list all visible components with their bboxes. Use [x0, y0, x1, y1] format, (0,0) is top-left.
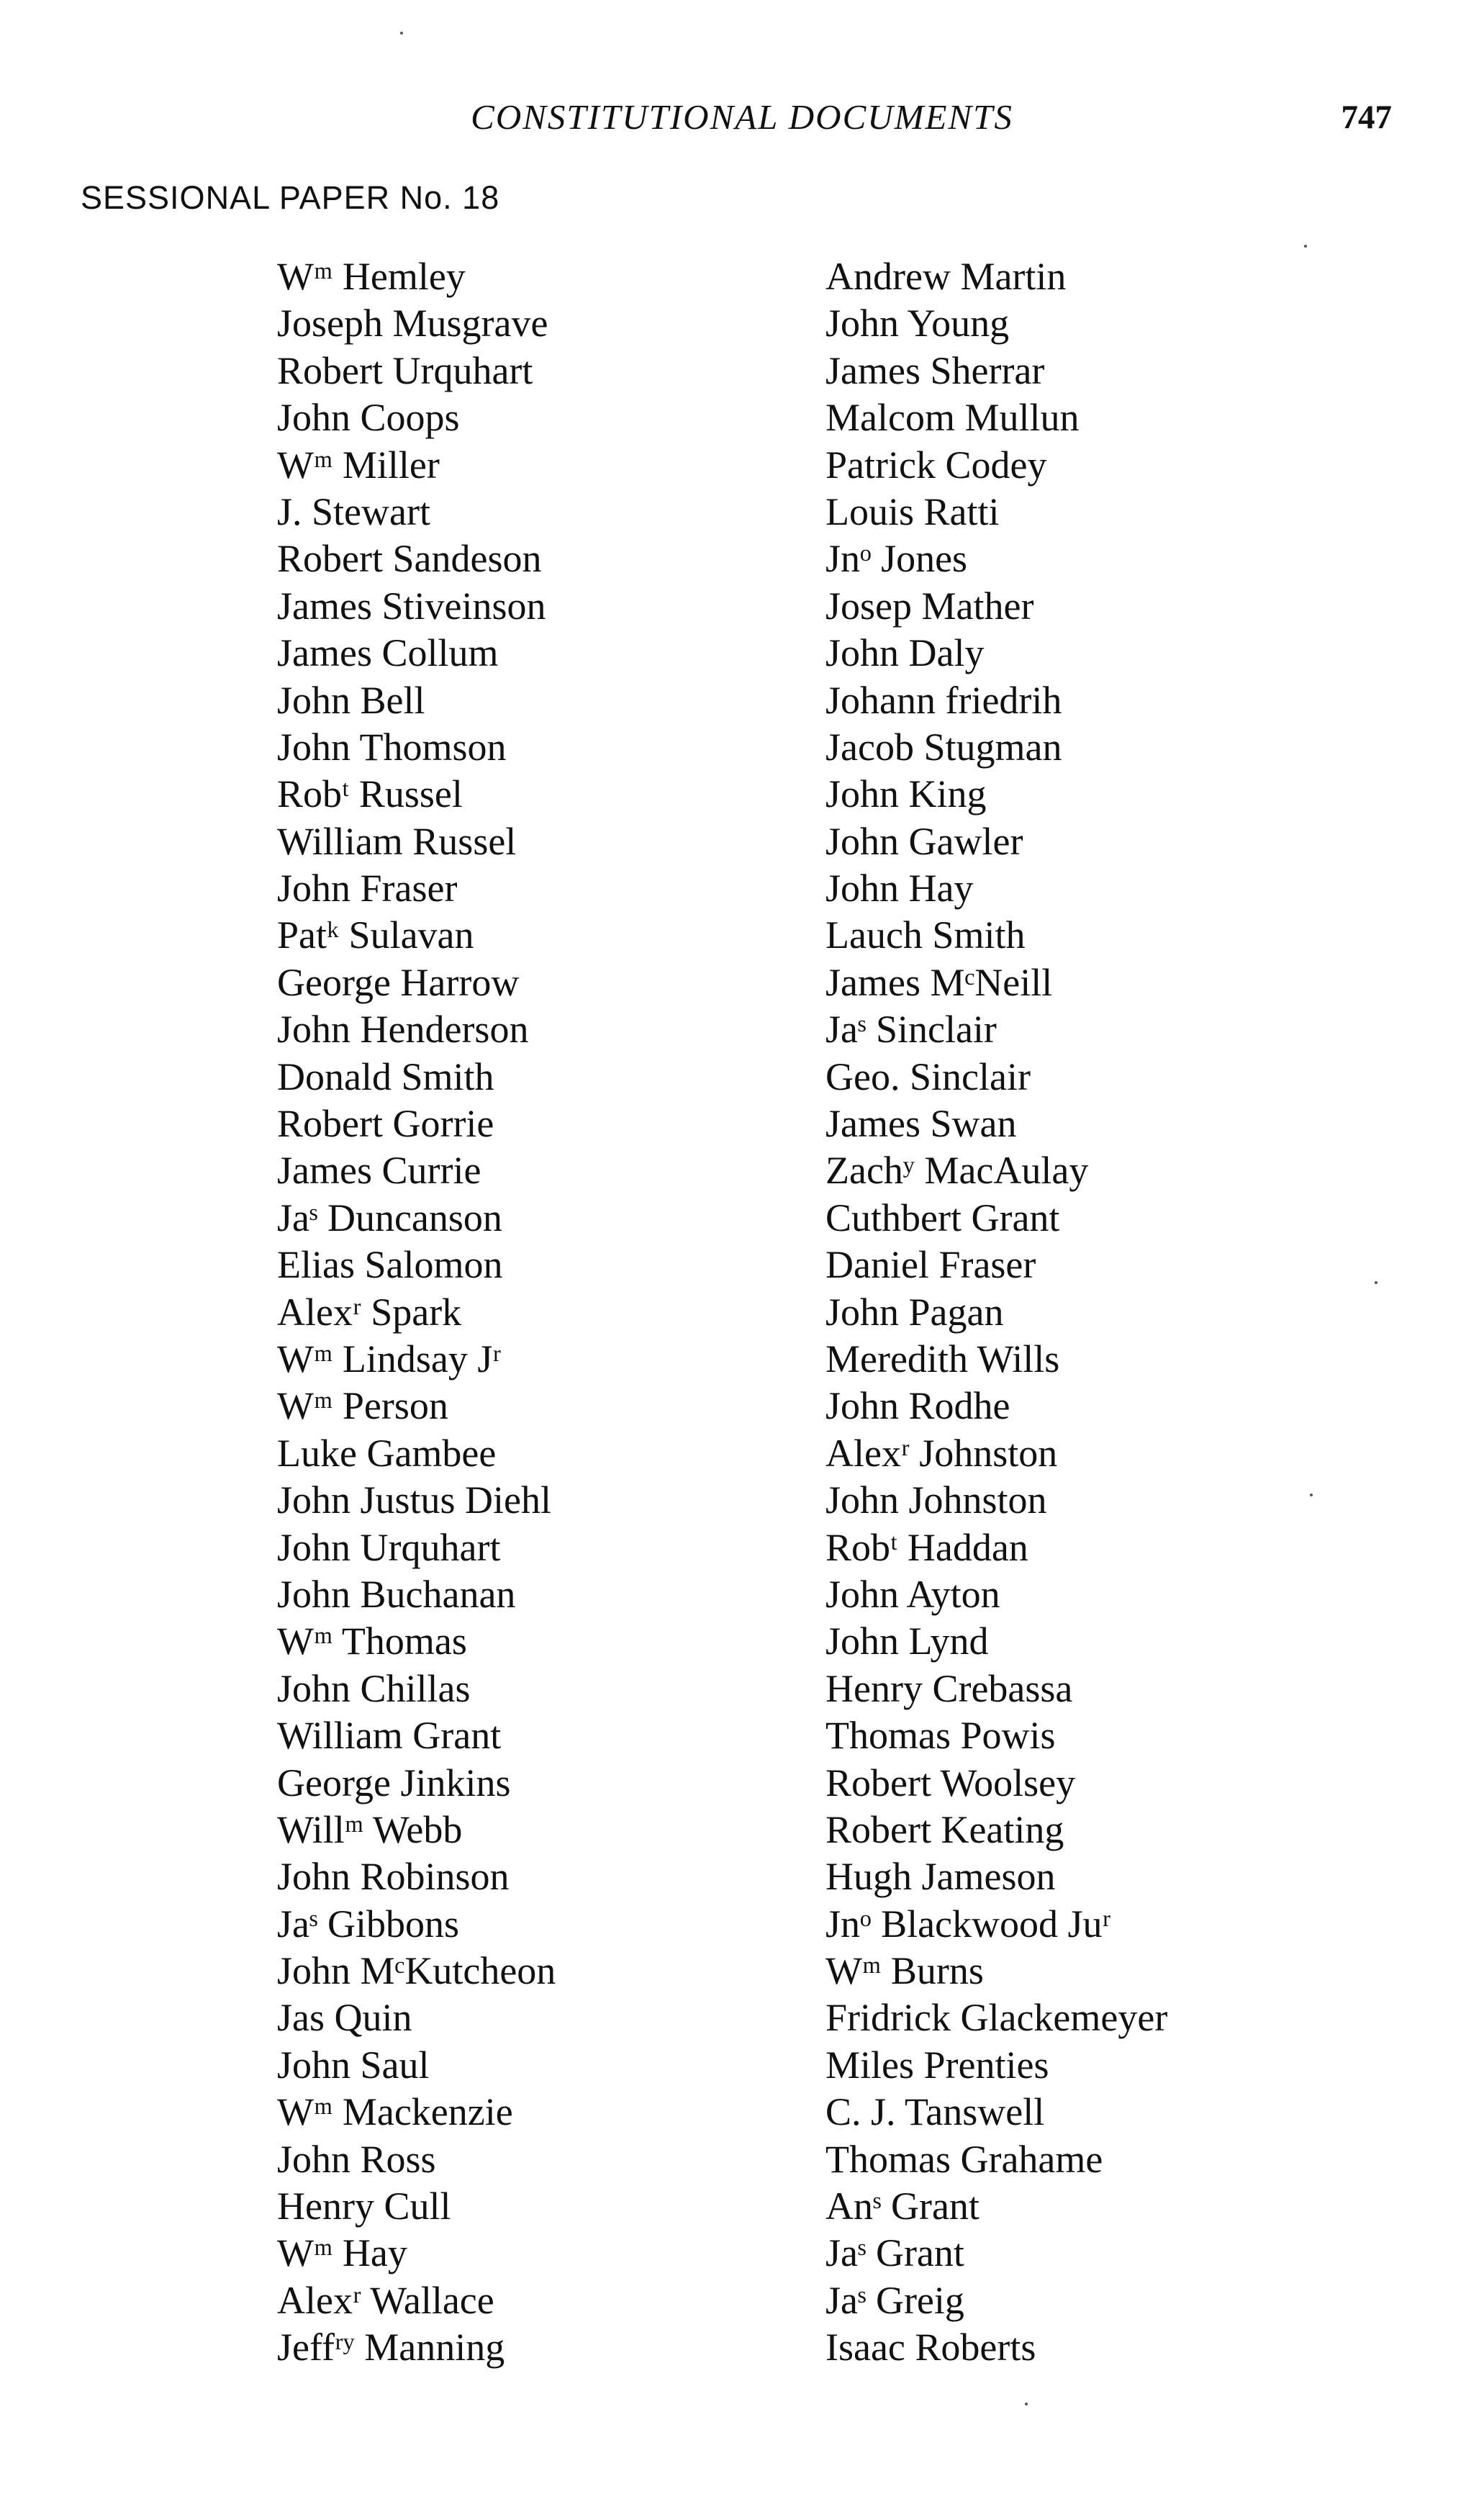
name-entry: J. Stewart [277, 489, 430, 533]
name-entry: Thomas Powis [825, 1714, 1056, 1758]
name-entry: Wᵐ Miller [277, 443, 440, 487]
name-entry: William Russel [277, 819, 517, 863]
name-entry: George Harrow [277, 960, 520, 1004]
name-entry: Cuthbert Grant [825, 1196, 1060, 1239]
name-entry: John Justus Diehl [277, 1478, 552, 1522]
name-entry: John Fraser [277, 867, 458, 911]
name-entry: Anˢ Grant [825, 2184, 979, 2228]
name-entry: Henry Crebassa [825, 1666, 1073, 1710]
name-entry: John Ross [277, 2137, 436, 2181]
name-entry: Wᵐ Burns [825, 1949, 984, 1993]
name-entry: Alexʳ Johnston [825, 1431, 1058, 1475]
name-entry: John Urquhart [277, 1525, 501, 1569]
name-entry: Jacob Stugman [825, 725, 1062, 769]
name-entry: John Coops [277, 396, 460, 440]
name-entry: Wᵐ Mackenzie [277, 2090, 513, 2134]
name-entry: Jaˢ Grant [825, 2231, 964, 2275]
name-entry: Alexʳ Spark [277, 1290, 462, 1334]
name-entry: Robᵗ Russel [277, 772, 463, 816]
scan-speck [1025, 2403, 1028, 2405]
name-entry: John Hay [825, 867, 974, 911]
name-entry: Josep Mather [825, 584, 1034, 628]
name-entry: Malcom Mullun [825, 396, 1080, 440]
name-entry: Wᵐ Person [277, 1384, 448, 1428]
name-entry: Zachʸ MacAulay [825, 1149, 1089, 1193]
name-entry: John Pagan [825, 1290, 1004, 1334]
name-entry: Jnᵒ Blackwood Juʳ [825, 1902, 1111, 1946]
names-column-left [277, 253, 556, 2372]
scan-speck [400, 32, 403, 35]
name-entry: Donald Smith [277, 1054, 494, 1098]
name-entry: John Ayton [825, 1572, 1000, 1616]
running-header-title: CONSTITUTIONAL DOCUMENTS [471, 97, 1013, 137]
name-entry: Wᵐ Thomas [277, 1619, 467, 1663]
name-entry: Wᵐ Hay [277, 2231, 407, 2275]
name-entry: John Robinson [277, 1855, 510, 1899]
name-entry: John King [825, 772, 987, 816]
name-entry: Thomas Grahame [825, 2137, 1103, 2181]
name-entry: John Saul [277, 2043, 430, 2087]
name-entry: Patᵏ Sulavan [277, 913, 474, 957]
name-entry: Wᵐ Lindsay Jʳ [277, 1337, 502, 1381]
name-entry: Isaac Roberts [825, 2326, 1036, 2369]
name-entry: Robᵗ Haddan [825, 1525, 1028, 1569]
scan-speck [1310, 1494, 1313, 1496]
name-entry: Jaˢ Greig [825, 2278, 964, 2322]
name-entry: Jeffʳʸ Manning [277, 2326, 505, 2369]
scan-speck [1304, 245, 1307, 248]
name-entry: John Henderson [277, 1008, 529, 1052]
name-entry: James Swan [825, 1102, 1017, 1146]
name-entry: James Collum [277, 631, 499, 675]
name-entry: Willᵐ Webb [277, 1807, 463, 1851]
scan-speck [1375, 1281, 1377, 1284]
name-entry: John Chillas [277, 1666, 471, 1710]
name-entry: Fridrick Glackemeyer [825, 1996, 1168, 2040]
name-entry: Jas Quin [277, 1996, 412, 2040]
name-entry: Johann friedrih [825, 678, 1062, 722]
name-entry: James Stiveinson [277, 584, 546, 628]
name-entry: Jaˢ Sinclair [825, 1008, 997, 1052]
name-entry: Robert Urquhart [277, 348, 533, 392]
name-entry: Lauch Smith [825, 913, 1026, 957]
name-entry: John Johnston [825, 1478, 1047, 1522]
name-entry: Patrick Codey [825, 443, 1047, 487]
name-entry: Luke Gambee [277, 1431, 497, 1475]
name-entry: James MᶜNeill [825, 960, 1053, 1004]
name-entry: Geo. Sinclair [825, 1054, 1031, 1098]
name-entry: Alexʳ Wallace [277, 2278, 494, 2322]
name-entry: John Bell [277, 678, 425, 722]
name-entry: Hugh Jameson [825, 1855, 1056, 1899]
name-entry: Robert Sandeson [277, 537, 542, 581]
name-entry: John Thomson [277, 725, 507, 769]
name-entry: John Gawler [825, 819, 1023, 863]
name-entry: Andrew Martin [825, 255, 1067, 298]
name-entry: John MᶜKutcheon [277, 1949, 556, 1993]
names-column-right [825, 253, 1167, 2372]
name-entry: Jaˢ Duncanson [277, 1196, 502, 1239]
name-entry: John Young [825, 302, 1010, 345]
name-entry: Robert Keating [825, 1807, 1064, 1851]
sessional-paper-label: SESSIONAL PAPER No. 18 [81, 179, 500, 216]
name-entry: Jaˢ Gibbons [277, 1902, 459, 1946]
name-entry: Wᵐ Hemley [277, 255, 466, 298]
name-entry: John Lynd [825, 1619, 989, 1663]
name-entry: William Grant [277, 1714, 502, 1758]
name-entry: James Sherrar [825, 348, 1045, 392]
name-entry: Elias Salomon [277, 1243, 503, 1287]
name-entry: Meredith Wills [825, 1337, 1060, 1381]
name-entry: Louis Ratti [825, 489, 1000, 533]
name-entry: Henry Cull [277, 2184, 451, 2228]
name-entry: Daniel Fraser [825, 1243, 1036, 1287]
page-number: 747 [1341, 99, 1392, 136]
name-entry: John Rodhe [825, 1384, 1010, 1428]
name-entry: Joseph Musgrave [277, 302, 548, 345]
name-entry: Robert Woolsey [825, 1761, 1076, 1804]
name-entry: James Currie [277, 1149, 481, 1193]
name-entry: Robert Gorrie [277, 1102, 494, 1146]
name-entry: Jnᵒ Jones [825, 537, 968, 581]
name-entry: C. J. Tanswell [825, 2090, 1045, 2134]
name-entry: George Jinkins [277, 1761, 511, 1804]
name-entry: John Daly [825, 631, 985, 675]
name-entry: John Buchanan [277, 1572, 516, 1616]
name-entry: Miles Prenties [825, 2043, 1049, 2087]
